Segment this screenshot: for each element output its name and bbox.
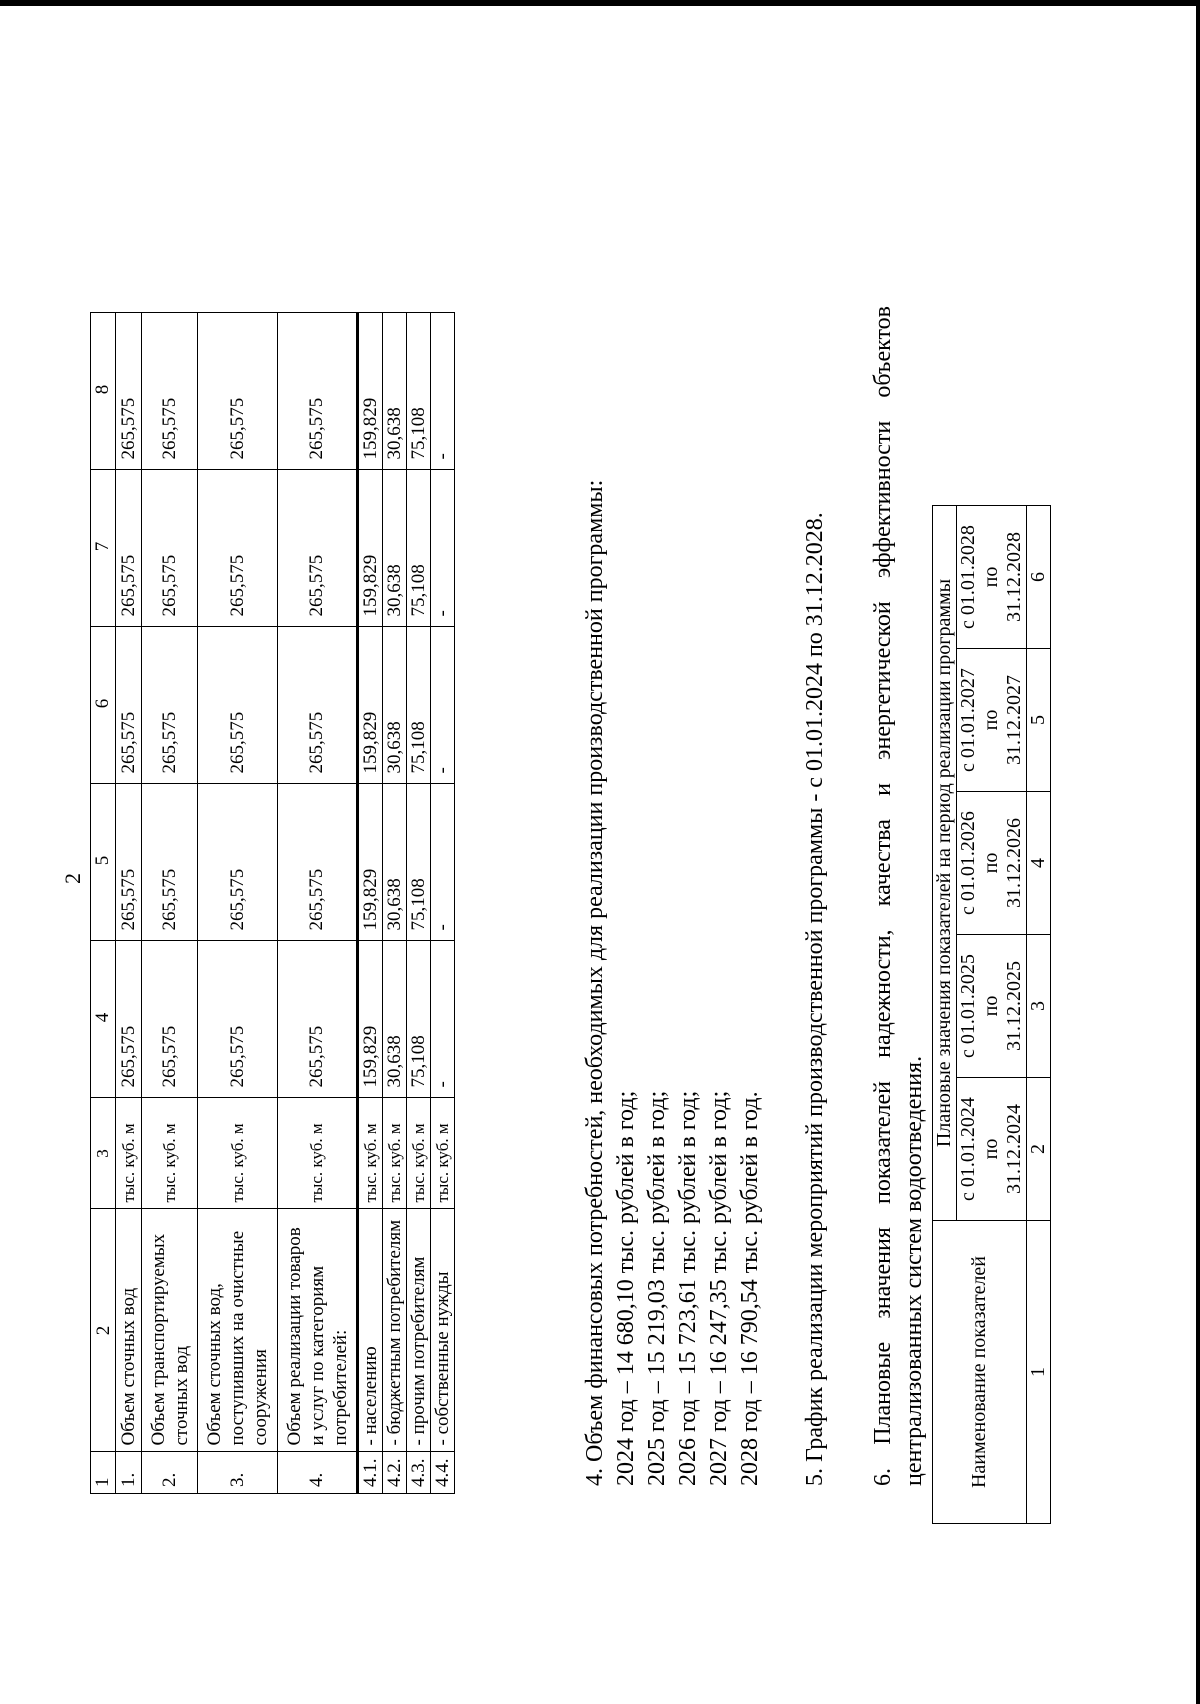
title-word: надежности, [870, 929, 896, 1058]
title-word: 6. [870, 1468, 896, 1486]
row-number: 1. [116, 1452, 142, 1494]
period-from: с 01.01.2027 [957, 668, 979, 772]
table-row [116, 313, 142, 1494]
row-value: 265,575 [116, 313, 142, 470]
title-word: объектов [870, 306, 896, 398]
row-value: - [431, 470, 455, 627]
table-row [198, 313, 278, 1494]
row-unit: тыс. куб. м [278, 1098, 358, 1209]
row-unit: тыс. куб. м [116, 1098, 142, 1209]
section-indicators-title [868, 306, 899, 1486]
row-value: 265,575 [142, 941, 198, 1098]
row-unit: тыс. куб. м [383, 1098, 407, 1209]
row-number: 2. [142, 1452, 198, 1494]
row-value: - [431, 627, 455, 784]
row-value: 30,638 [383, 941, 407, 1098]
header-cell: 6 [91, 627, 116, 784]
row-value: 265,575 [116, 784, 142, 941]
row-number: 4.3. [407, 1452, 431, 1494]
row-number: 4.2. [383, 1452, 407, 1494]
row-value: 265,575 [116, 627, 142, 784]
row-value: 75,108 [407, 784, 431, 941]
period-mid: по [980, 1138, 1002, 1160]
row-value: 265,575 [142, 313, 198, 470]
row-unit: тыс. куб. м [198, 1098, 278, 1209]
table-row [278, 313, 358, 1494]
row-value: 265,575 [278, 941, 358, 1098]
row-value: 265,575 [142, 784, 198, 941]
period-from: с 01.01.2024 [957, 1097, 979, 1201]
column-number: 5 [1027, 649, 1051, 792]
row-name: - прочим потребителям [407, 1209, 431, 1452]
row-value: 159,829 [358, 627, 383, 784]
row-value: 30,638 [383, 470, 407, 627]
row-value: 75,108 [407, 313, 431, 470]
row-value: 265,575 [116, 470, 142, 627]
row-value: 265,575 [278, 627, 358, 784]
row-value: 159,829 [358, 941, 383, 1098]
title-word: значения [870, 1227, 896, 1319]
header-cell: 7 [91, 470, 116, 627]
section-indicators-title-line2: централизованных систем водоотведения. [901, 1055, 927, 1486]
title-word: энергетической [870, 601, 896, 760]
table-row [383, 313, 407, 1494]
finance-line: 2024 год – 14 680,10 тыс. рублей в год; [613, 1090, 639, 1486]
row-value: 75,108 [407, 627, 431, 784]
row-value: 265,575 [278, 470, 358, 627]
period-mid: по [980, 995, 1002, 1017]
section-financial-needs [580, 480, 766, 1486]
row-number: 4. [278, 1452, 358, 1494]
finance-line: 2028 год – 16 790,54 тыс. рублей в год. [737, 1091, 763, 1486]
header-cell: 2 [91, 1209, 116, 1452]
row-value: 265,575 [198, 627, 278, 784]
row-name: Объем сточных вод [116, 1209, 142, 1452]
period-header [957, 792, 1027, 935]
column-number-row [1027, 506, 1051, 1524]
row-value: 265,575 [198, 470, 278, 627]
period-from: с 01.01.2025 [957, 954, 979, 1058]
indicators-table [932, 505, 1051, 1524]
period-to: 31.12.2024 [1003, 1104, 1025, 1194]
row-number: 4.4. [431, 1452, 455, 1494]
row-value: 265,575 [198, 313, 278, 470]
row-name: Объем реализации товаров и услуг по категориям потребителей: [278, 1209, 358, 1452]
finance-line: 2026 год – 15 723,61 тыс. рублей в год; [675, 1090, 701, 1486]
row-value: 30,638 [383, 784, 407, 941]
finance-line: 2027 год – 16 247,35 тыс. рублей в год; [706, 1090, 732, 1486]
row-value: 30,638 [383, 627, 407, 784]
header-cell: 8 [91, 313, 116, 470]
header-cell: 4 [91, 941, 116, 1098]
row-value: - [431, 941, 455, 1098]
period-to: 31.12.2027 [1003, 675, 1025, 765]
header-cell: 1 [91, 1452, 116, 1494]
column-number: 2 [1027, 1078, 1051, 1221]
row-name: - собственные нужды [431, 1209, 455, 1452]
period-header [957, 506, 1027, 649]
section-schedule: 5. График реализации мероприятий производственной программы - с 01.01.2024 по 31.12.2028. [802, 512, 828, 1486]
period-mid: по [980, 566, 1002, 588]
row-value: 265,575 [278, 313, 358, 470]
period-to: 31.12.2026 [1003, 818, 1025, 908]
period-from: с 01.01.2028 [957, 525, 979, 629]
table-header-row [933, 506, 957, 1524]
row-name: Объем транспортируемых сточных вод [142, 1209, 198, 1452]
row-unit: тыс. куб. м [431, 1098, 455, 1209]
table-header-row [91, 313, 116, 1494]
title-word: и [870, 783, 896, 796]
header-cell: 3 [91, 1098, 116, 1209]
row-value: 265,575 [142, 627, 198, 784]
period-header [957, 1078, 1027, 1221]
column-number: 1 [1027, 1221, 1051, 1524]
period-from: с 01.01.2026 [957, 811, 979, 915]
column-number: 6 [1027, 506, 1051, 649]
row-name: - населению [358, 1209, 383, 1452]
column-number: 4 [1027, 792, 1051, 935]
period-to: 31.12.2028 [1003, 532, 1025, 622]
title-word: качества [870, 819, 896, 907]
row-value: 265,575 [142, 470, 198, 627]
period-mid: по [980, 709, 1002, 731]
table-row [407, 313, 431, 1494]
row-value: - [431, 784, 455, 941]
row-value: 159,829 [358, 470, 383, 627]
group-header: Плановые значения показателей на период реализации программы [933, 506, 957, 1221]
period-header [957, 935, 1027, 1078]
row-unit: тыс. куб. м [358, 1098, 383, 1209]
row-value: 265,575 [198, 784, 278, 941]
finance-line: 2025 год – 15 219,03 тыс. рублей в год; [644, 1090, 670, 1486]
row-value: 265,575 [116, 941, 142, 1098]
row-name: Объем сточных вод, поступивших на очистные сооружения [198, 1209, 278, 1452]
row-value: 159,829 [358, 784, 383, 941]
row-unit: тыс. куб. м [142, 1098, 198, 1209]
row-value: 159,829 [358, 313, 383, 470]
row-value: 265,575 [198, 941, 278, 1098]
section-title: 4. Объем финансовых потребностей, необходимых для реализации производственной программы: [582, 479, 608, 1486]
table-row [431, 313, 455, 1494]
row-number: 4.1. [358, 1452, 383, 1494]
row-value: - [431, 313, 455, 470]
page-number: 2 [60, 873, 85, 884]
period-to: 31.12.2025 [1003, 961, 1025, 1051]
title-word: эффективности [870, 420, 896, 579]
row-value: 75,108 [407, 470, 431, 627]
row-number: 3. [198, 1452, 278, 1494]
table-row [358, 313, 383, 1494]
row-value: 75,108 [407, 941, 431, 1098]
row-unit: тыс. куб. м [407, 1098, 431, 1209]
title-word: Плановые [870, 1341, 896, 1445]
period-mid: по [980, 852, 1002, 874]
title-word: показателей [870, 1081, 896, 1204]
name-header: Наименование показателей [933, 1221, 1027, 1524]
header-cell: 5 [91, 784, 116, 941]
volume-table [90, 313, 455, 1495]
row-value: 30,638 [383, 313, 407, 470]
table-row [142, 313, 198, 1494]
period-header [957, 649, 1027, 792]
row-value: 265,575 [278, 784, 358, 941]
column-number: 3 [1027, 935, 1051, 1078]
row-name: - бюджетным потребителям [383, 1209, 407, 1452]
